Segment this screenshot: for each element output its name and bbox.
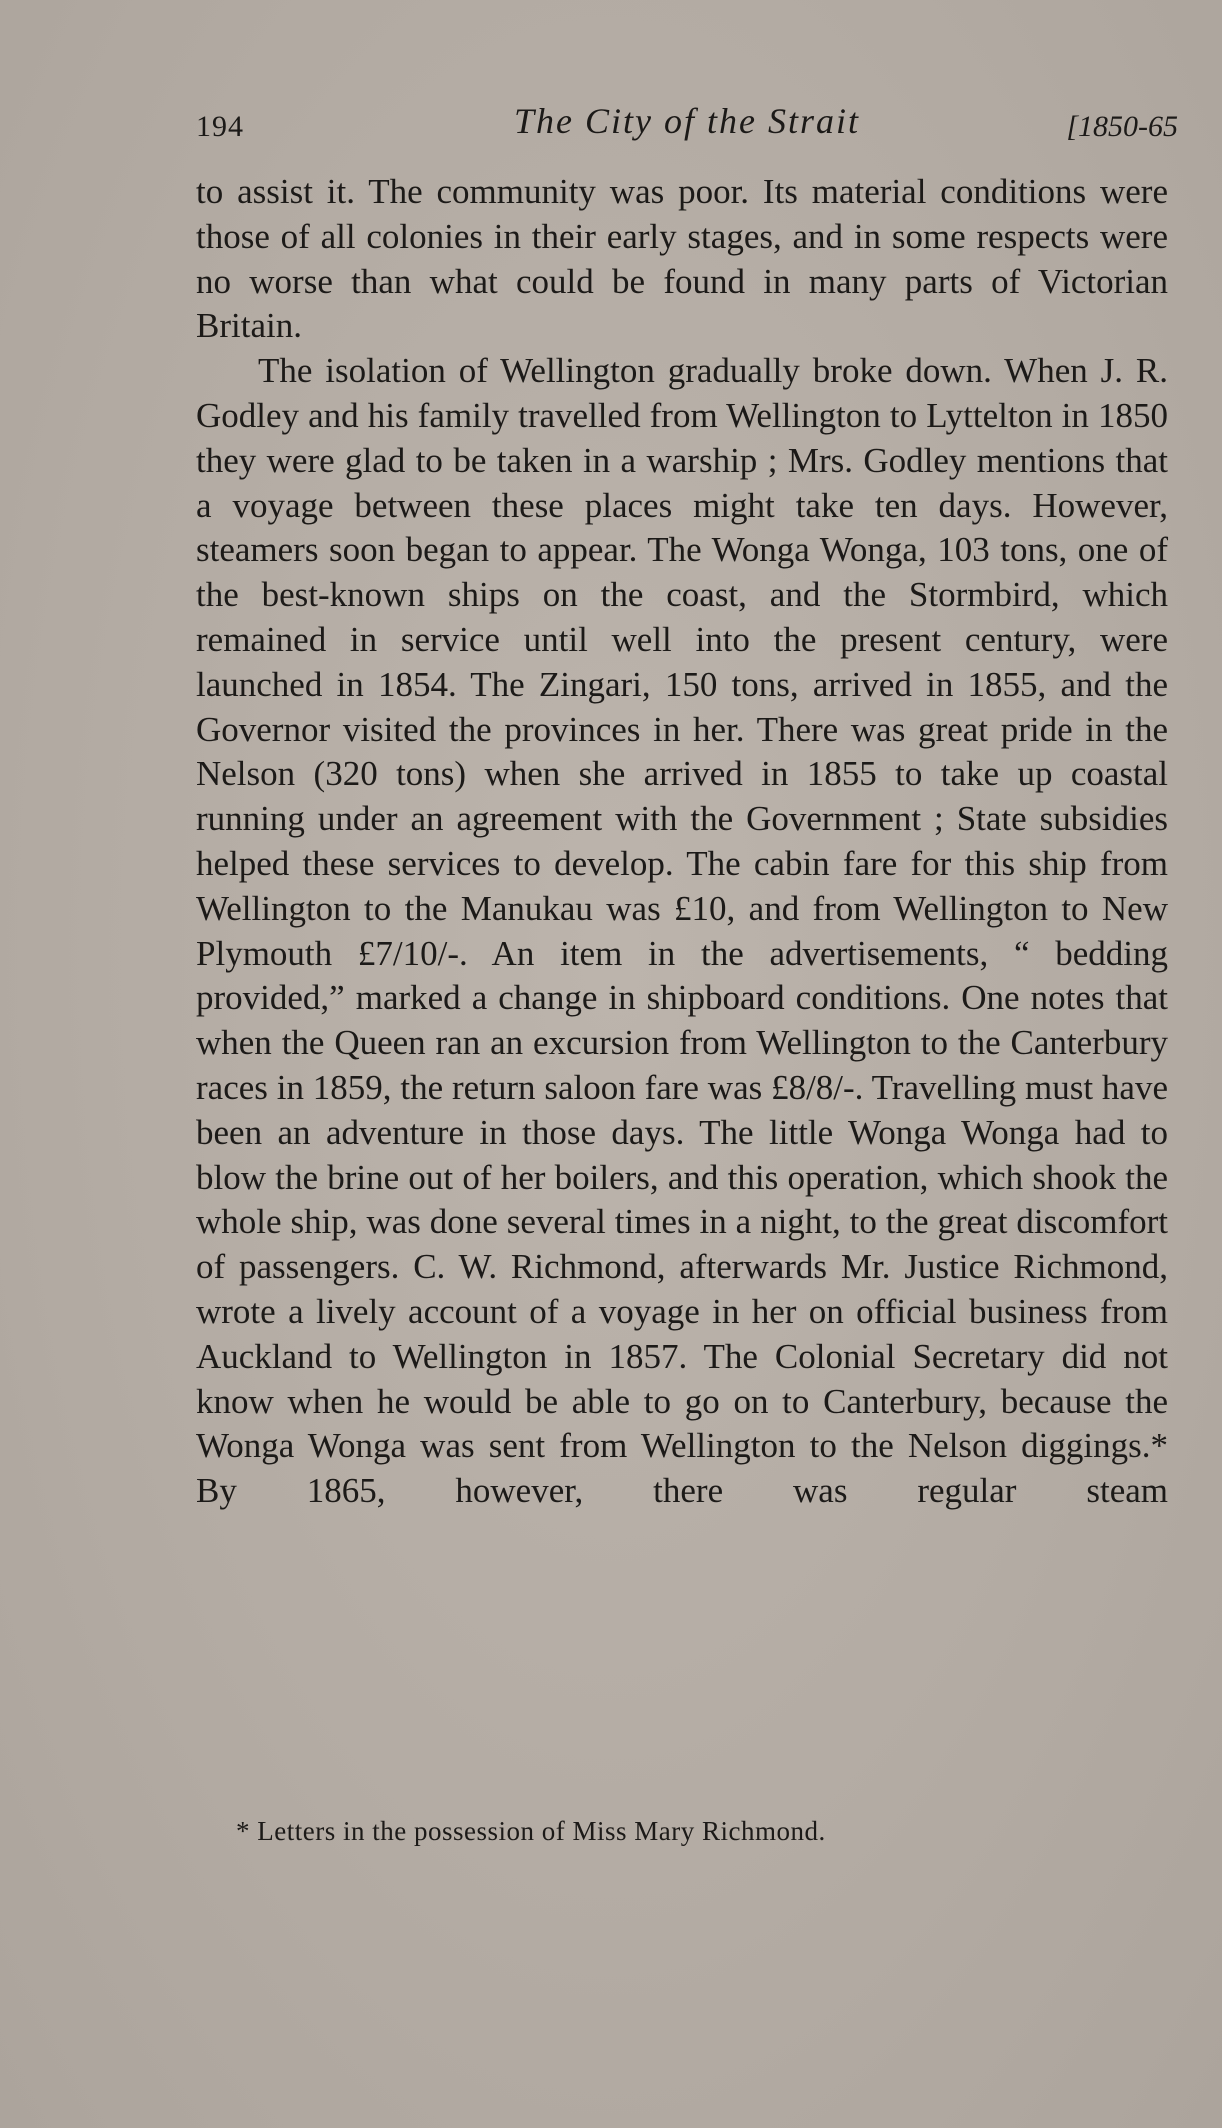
paragraph-2: The isolation of Wellington gradually broke down. When J. R. Godley and his family travelled from Wellington to Lyttelton in 1850 they were glad to be taken in a warship ; Mrs. Godley mentions that a voyage between these places might take ten days. However, steamers soon began to appear. The Wonga Wonga, 103 tons, one of the best-known ships on the coast, and the Stormbird, which remained in service until well into the present century, were launched in 1854. The Zingari, 150 tons, arrived in 1855, and the Governor visited the provinces in her. There was great pride in the Nelson (320 tons) when she arrived in 1855 to take up coastal running under an agreement with the Government ; State subsidies helped these services to develop. The cabin fare for this ship from Wellington to the Manukau was £10, and from Wellington to New Plymouth £7/10/-. An item in the advertisements, “ bedding provided,” marked a change in shipboard conditions. One notes that when the Queen ran an excursion from Wellington to the Canterbury races in 1859, the return saloon fare was £8/8/-. Travelling must have been an adventure in those days. The little Wonga Wonga had to blow the brine out of her boilers, and this operation, which shook the whole ship, was done several times in a night, to the great discomfort of passengers. C. W. Richmond, afterwards Mr. Justice Richmond, wrote a lively account of a voyage in her on official business from Auckland to Wellington in 1857. The Colonial Secretary did not know when he would be able to go on to Canterbury, because the Wonga Wonga was sent from Wellington to the Nelson diggings.* By 1865, however, there was regular steam [196,351,1168,1511]
running-head [196,100,1178,150]
page-number: 194 [196,110,244,143]
paragraph-1: to assist it. The community was poor. Its material conditions were those of all colonies in their early stages, and in some respects were no worse than what could be found in many parts of Victorian Britain. [196,172,1168,346]
footnote: * Letters in the possession of Miss Mary Richmond. [236,1816,826,1846]
running-title: The City of the Strait [514,101,860,141]
period-range: [1850-65 [1066,110,1178,143]
body-text [196,170,1168,1514]
